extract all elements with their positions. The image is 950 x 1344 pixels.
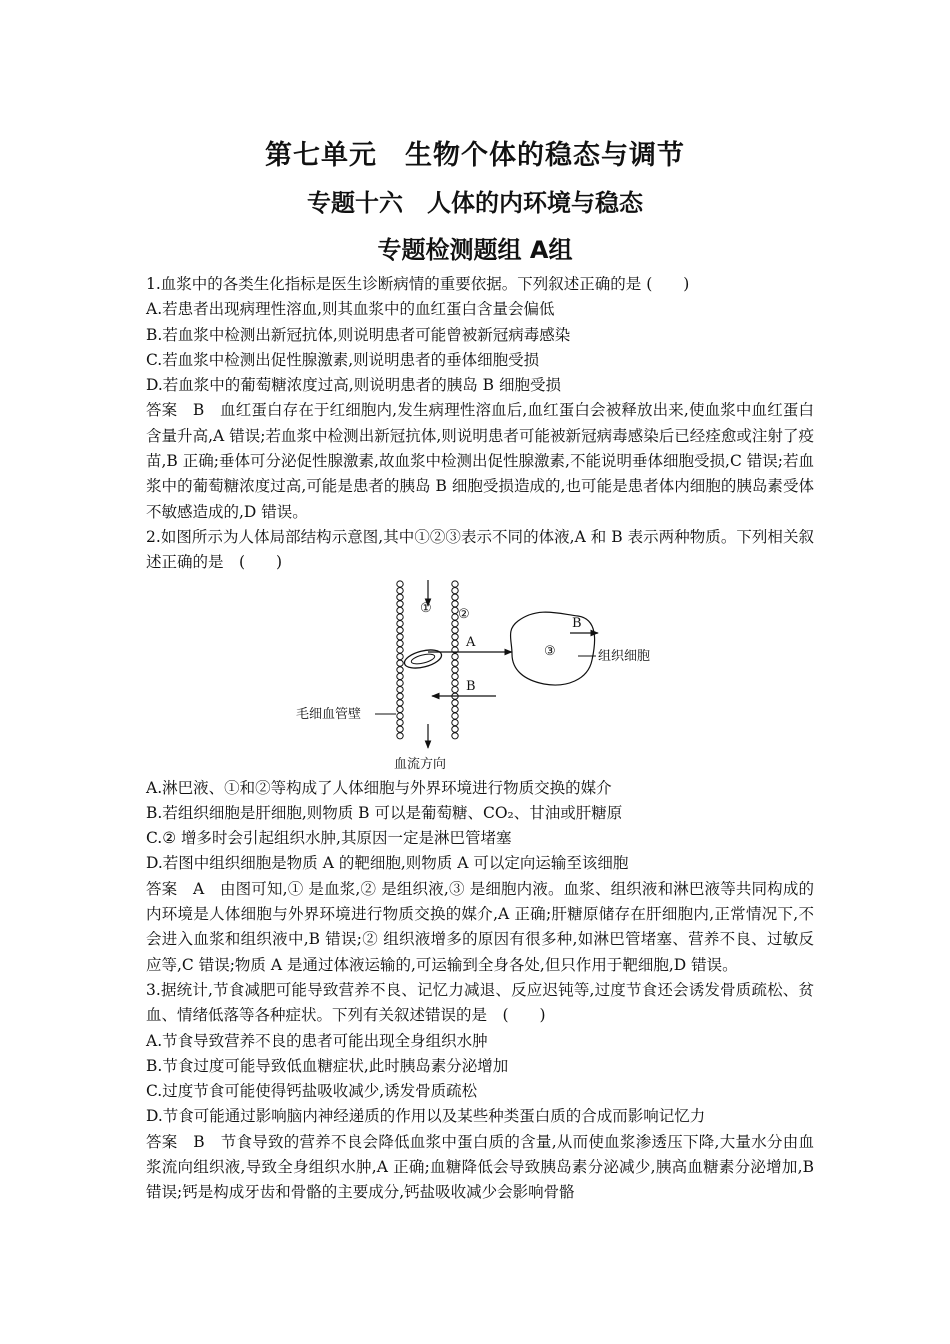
q1-option-a: A.若患者出现病理性溶血,则其血浆中的血红蛋白含量会偏低 [146,300,555,319]
label-substance-b-in: B [466,678,476,694]
capillary-wall-right [452,580,458,738]
wall-bead [397,666,403,672]
wall-bead [397,607,403,613]
wall-bead [397,673,403,679]
label-intracellular-fluid: ③ [544,643,556,659]
q1-option-d: D.若血浆中的葡萄糖浓度过高,则说明患者的胰岛 B 细胞受损 [146,376,561,395]
q3-stem: 3.据统计,节食减肥可能导致营养不良、记忆力减退、反应迟钝等,过度节食还会诱发骨质疏松、贫血、情绪低落等各种症状。下列有关叙述错误的是 ( ) [146,980,814,1025]
wall-bead [452,627,458,633]
wall-bead [397,712,403,718]
wall-bead [397,594,403,600]
wall-bead [452,580,458,586]
question-content [146,272,814,1206]
wall-bead [452,732,458,738]
label-substance-a: A [466,634,476,650]
wall-bead [397,580,403,586]
wall-bead [397,633,403,639]
q3-answer: 答案 B 节食导致的营养不良会降低血浆中蛋白质的含量,从而使血浆渗透压下降,大量水分由血浆流向组织液,导致全身组织水肿,A 正确;血糖降低会导致胰岛素分泌减少,胰高血糖素分泌增加,B 错误;钙是构成牙齿和骨骼的主要成分,钙盐吸收减少会影响骨骼 [146,1132,814,1202]
label-plasma: ① [420,600,432,616]
unit-title: 第七单元 生物个体的稳态与调节 [265,140,685,171]
wall-bead [397,640,403,646]
wall-bead [397,726,403,732]
wall-bead [452,686,458,692]
wall-bead [452,660,458,666]
red-blood-cell [403,646,444,671]
wall-bead [452,706,458,712]
wall-bead [397,679,403,685]
label-tissue-cell: 组织细胞 [598,648,651,664]
wall-bead [397,706,403,712]
q2-stem: 2.如图所示为人体局部结构示意图,其中①②③表示不同的体液,A 和 B 表示两种物质。下列相关叙述正确的是 ( ) [146,527,814,572]
label-capillary-wall: 毛细血管壁 [296,706,362,722]
wall-bead [397,600,403,606]
q1-option-c: C.若血浆中检测出促性腺激素,则说明患者的垂体细胞受损 [146,350,540,369]
wall-bead [397,699,403,705]
wall-bead [452,712,458,718]
wall-bead [452,633,458,639]
group-title: 专题检测题组 A组 [377,236,573,264]
wall-bead [397,587,403,593]
wall-bead [452,666,458,672]
q3-option-b: B.节食过度可能导致低血糖症状,此时胰岛素分泌增加 [146,1056,509,1075]
wall-bead [452,594,458,600]
wall-bead [397,620,403,626]
q1-stem: 1.血浆中的各类生化指标是医生诊断病情的重要依据。下列叙述正确的是 ( ) [146,275,690,293]
topic-title: 专题十六 人体的内环境与稳态 [307,189,643,217]
wall-bead [452,600,458,606]
label-tissue-fluid: ② [458,606,470,622]
capillary-wall-left [397,580,403,738]
wall-bead [397,660,403,666]
q2-option-a: A.淋巴液、①和②等构成了人体细胞与外界环境进行物质交换的媒介 [146,778,612,797]
wall-bead [397,613,403,619]
label-flow-direction: 血流方向 [394,756,447,772]
wall-bead [452,640,458,646]
wall-bead [452,719,458,725]
q3-option-c: C.过度节食可能使得钙盐吸收减少,诱发骨质疏松 [146,1082,478,1101]
q2-answer: 答案 A 由图可知,① 是血浆,② 是组织液,③ 是细胞内液。血浆、组织液和淋巴液等共同构成的内环境是人体细胞与外界环境进行物质交换的媒介,A 正确;肝糖原储存在肝细胞内,正常情况下,不会进入血浆和组织液中,B 错误;② 组织液增多的原因有很多种,如淋巴管堵塞、营养不良、过敏反应等,C 错误;物质 A 是通过体液运输的,可运输到全身各处,但只作用于靶细胞,D 错误。 [146,879,814,974]
wall-bead [452,673,458,679]
q2-option-b: B.若组织细胞是肝细胞,则物质 B 可以是葡萄糖、CO₂、甘油或肝糖原 [146,803,623,822]
q2-option-c: C.② 增多时会引起组织水肿,其原因一定是淋巴管堵塞 [146,829,512,848]
wall-bead [452,726,458,732]
wall-bead [397,732,403,738]
q1-option-b: B.若血浆中检测出新冠抗体,则说明患者可能曾被新冠病毒感染 [146,325,571,344]
wall-bead [397,646,403,652]
capillary-diagram [146,576,814,776]
wall-bead [452,679,458,685]
wall-bead [397,686,403,692]
wall-bead [452,653,458,659]
wall-bead [397,653,403,659]
wall-bead [452,699,458,705]
diagram-svg [146,576,814,776]
q3-option-d: D.节食可能通过影响脑内神经递质的作用以及某些种类蛋白质的合成而影响记忆力 [146,1107,706,1126]
q3-option-a: A.节食导致营养不良的患者可能出现全身组织水肿 [146,1031,488,1050]
wall-bead [452,587,458,593]
q1-answer: 答案 B 血红蛋白存在于红细胞内,发生病理性溶血后,血红蛋白会被释放出来,使血浆中血红蛋白含量升高,A 错误;若血浆中检测出新冠抗体,则说明患者可能被新冠病毒感染后已经痊愈或注射了疫苗,B 正确;垂体可分泌促性腺激素,故血浆中检测出促性腺激素,不能说明垂体细胞受损,C 错误;若血浆中的葡萄糖浓度过高,可能是患者的胰岛 B 细胞受损造成的,也可能是患者体内细胞的胰岛素受体不敏感造成的,D 错误。 [146,401,814,521]
wall-bead [397,719,403,725]
q2-option-d: D.若图中组织细胞是物质 A 的靶细胞,则物质 A 可以定向运输至该细胞 [146,854,629,873]
wall-bead [397,627,403,633]
wall-bead [397,693,403,699]
label-substance-b-out: B [572,615,582,631]
